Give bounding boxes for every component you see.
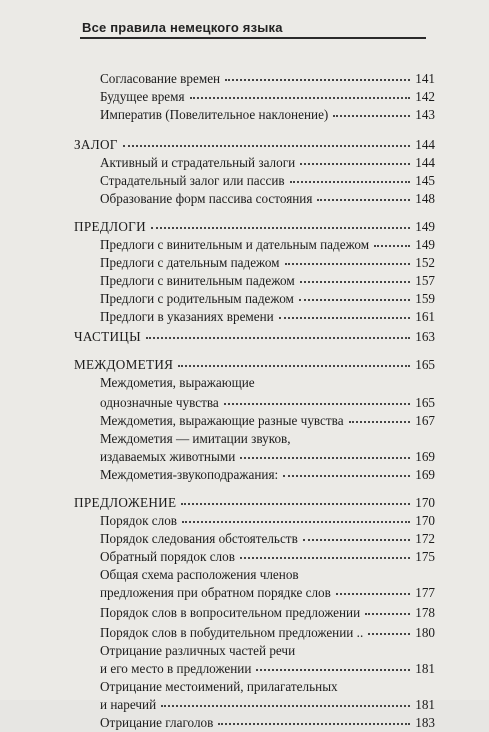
toc-page-number: 180: [415, 625, 435, 640]
toc-page-number: 149: [415, 219, 435, 234]
toc-page-number: 178: [415, 605, 435, 620]
toc-dot-leader: [279, 314, 410, 319]
toc-entry-title: МЕЖДОМЕТИЯ: [74, 357, 174, 372]
toc-dot-leader: [283, 472, 410, 477]
toc-page-number: 181: [415, 697, 435, 712]
toc-dot-leader: [303, 536, 410, 541]
toc-page-number: 177: [415, 585, 435, 600]
toc-dot-leader: [374, 242, 410, 247]
toc-entry: [0, 88, 489, 106]
toc-entry-title: ПРЕДЛОЖЕНИЕ: [74, 495, 177, 510]
toc-entry-title: Порядок слов в побудительном предложении ..: [100, 625, 364, 640]
toc-page-number: 142: [415, 89, 435, 104]
toc-dot-leader: [151, 224, 410, 229]
toc-page-number: 144: [415, 155, 435, 170]
toc-entry-title: Междометия, выражающие: [100, 375, 255, 390]
toc-page-number: 157: [415, 273, 435, 288]
toc-entry-title: Образование форм пассива состояния: [100, 191, 313, 206]
toc-dot-leader: [290, 178, 411, 183]
toc-entry: [0, 430, 489, 448]
toc-entry-title: ПРЕДЛОГИ: [74, 219, 146, 234]
toc-entry: [0, 412, 489, 430]
toc-entry-title: Обратный порядок слов: [100, 549, 235, 564]
toc-entry-title: Отрицание глаголов: [100, 715, 214, 730]
toc-page-number: 170: [415, 513, 435, 528]
toc-page-number: 143: [415, 107, 435, 122]
toc-entry: [0, 70, 489, 88]
toc-entry-title: Предлоги в указаниях времени: [100, 309, 274, 324]
toc-dot-leader: [182, 518, 410, 523]
toc-page-number: 141: [415, 71, 435, 86]
toc-dot-leader: [368, 630, 410, 635]
toc-entry: [0, 172, 489, 190]
toc-dot-leader: [300, 278, 411, 283]
toc-entry-title: Страдательный залог или пассив: [100, 173, 285, 188]
toc-page-number: 183: [415, 715, 435, 730]
toc-entry-title: и наречий: [100, 697, 157, 712]
toc-page-number: 152: [415, 255, 435, 270]
toc-entry-title: и его место в предложении: [100, 661, 252, 676]
toc-section-entry: [0, 328, 489, 346]
toc-page-number: 169: [415, 467, 435, 482]
toc-entry: [0, 604, 489, 622]
toc-entry-title: Предлоги с винительным падежом: [100, 273, 295, 288]
toc-entry-title: Предлоги с дательным падежом: [100, 255, 280, 270]
toc-dot-leader: [240, 554, 410, 559]
toc-dot-leader: [317, 196, 410, 201]
toc-dot-leader: [299, 296, 410, 301]
toc-entry: [0, 512, 489, 530]
toc-entry-title: Порядок слов в вопросительном предложении: [100, 605, 361, 620]
toc-entry: [0, 448, 489, 466]
toc-entry-title: однозначные чувства: [100, 395, 219, 410]
toc-page-number: 148: [415, 191, 435, 206]
toc-entry: [0, 624, 489, 642]
toc-dot-leader: [161, 702, 410, 707]
toc-dot-leader: [333, 112, 410, 117]
toc-page-number: 163: [415, 329, 435, 344]
toc-page-number: 161: [415, 309, 435, 324]
toc-entry-title: Междометия, выражающие разные чувства: [100, 413, 344, 428]
toc-entry-title: Порядок слов: [100, 513, 178, 528]
toc-page-number: 169: [415, 449, 435, 464]
toc-entry: [0, 272, 489, 290]
toc-entry-title: Согласование времен: [100, 71, 221, 86]
toc-page-number: 175: [415, 549, 435, 564]
toc-entry: [0, 190, 489, 208]
toc-dot-leader: [123, 142, 410, 147]
toc-entry: [0, 642, 489, 660]
toc-entry-title: Междометия-звукоподражания:: [100, 467, 279, 482]
toc-entry-title: Активный и страдательный залоги: [100, 155, 296, 170]
toc-entry: [0, 660, 489, 678]
toc-entry-title: Порядок следования обстоятельств: [100, 531, 298, 546]
toc-dot-leader: [336, 590, 410, 595]
toc-entry: [0, 530, 489, 548]
toc-entry: [0, 154, 489, 172]
toc-entry: [0, 106, 489, 124]
toc-dot-leader: [240, 454, 410, 459]
toc-entry: [0, 584, 489, 602]
toc-page-number: 181: [415, 661, 435, 676]
toc-entry: [0, 236, 489, 254]
toc-entry: [0, 678, 489, 696]
toc-page-number: 167: [415, 413, 435, 428]
toc-section-entry: [0, 218, 489, 236]
toc-dot-leader: [218, 720, 410, 725]
toc-entry: [0, 714, 489, 732]
toc-entry: [0, 290, 489, 308]
toc-dot-leader: [178, 362, 410, 367]
toc-page-number: 165: [415, 395, 435, 410]
toc-dot-leader: [224, 400, 410, 405]
toc-entry-title: Предлоги с винительным и дательным падежом: [100, 237, 370, 252]
toc-dot-leader: [146, 334, 410, 339]
toc-entry-title: ЗАЛОГ: [74, 137, 118, 152]
running-header-title: Все правила немецкого языка: [82, 20, 283, 35]
toc-page-number: 149: [415, 237, 435, 252]
toc-entry: [0, 696, 489, 714]
toc-entry-title: Императив (Повелительное наклонение): [100, 107, 329, 122]
toc-entry: [0, 374, 489, 392]
toc-dot-leader: [349, 418, 411, 423]
toc-entry-title: Отрицание различных частей речи: [100, 643, 296, 658]
toc-section-entry: [0, 356, 489, 374]
toc-dot-leader: [225, 76, 410, 81]
toc-entry: [0, 566, 489, 584]
toc-entry-title: издаваемых животными: [100, 449, 236, 464]
toc-entry-title: Будущее время: [100, 89, 185, 104]
toc-entry: [0, 466, 489, 484]
toc-dot-leader: [285, 260, 411, 265]
toc-dot-leader: [365, 610, 410, 615]
toc-entry-title: Междометия — имитации звуков,: [100, 431, 291, 446]
toc-page-number: 144: [415, 137, 435, 152]
toc-page-number: 170: [415, 495, 435, 510]
toc-dot-leader: [256, 666, 410, 671]
toc-entry-title: Общая схема расположения членов: [100, 567, 299, 582]
toc-entry: [0, 548, 489, 566]
toc-entry: [0, 394, 489, 412]
toc-entry-title: Отрицание местоимений, прилагательных: [100, 679, 338, 694]
toc-section-entry: [0, 494, 489, 512]
toc-page-number: 165: [415, 357, 435, 372]
toc-entry: [0, 308, 489, 326]
toc-dot-leader: [300, 160, 410, 165]
toc-dot-leader: [190, 94, 411, 99]
toc-page-number: 145: [415, 173, 435, 188]
toc-page-number: 159: [415, 291, 435, 306]
toc-entry-title: Предлоги с родительным падежом: [100, 291, 294, 306]
toc-dot-leader: [181, 500, 410, 505]
toc-entry-title: ЧАСТИЦЫ: [74, 329, 141, 344]
toc-section-entry: [0, 136, 489, 154]
toc-page-number: 172: [415, 531, 435, 546]
toc-entry: [0, 254, 489, 272]
toc-entry-title: предложения при обратном порядке слов: [100, 585, 331, 600]
